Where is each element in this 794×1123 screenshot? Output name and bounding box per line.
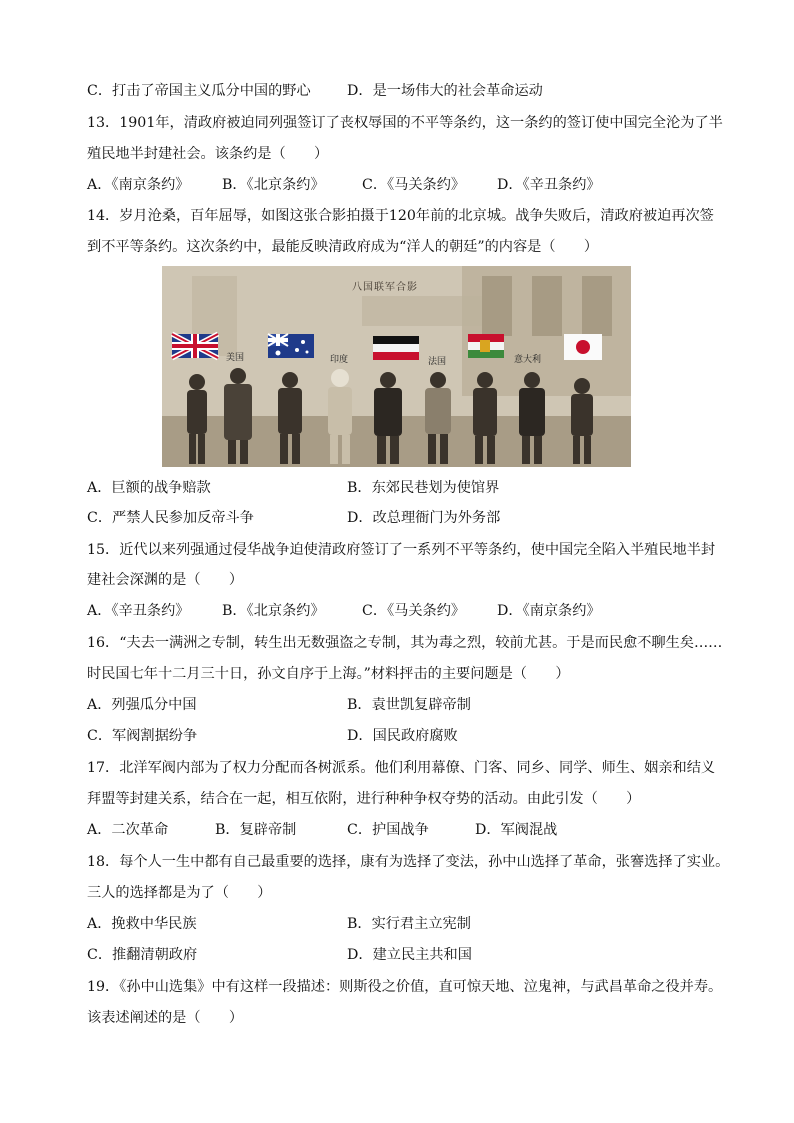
q14-option-b: B．东郊民巷划为使馆界: [347, 480, 500, 496]
q19-stem-line1: 19．《孙中山选集》中有这样一段描述：则斯役之价值，直可惊天地、泣鬼神，与武昌革命之役并寿。: [87, 979, 723, 995]
q15-option-b: B．《北京条约》: [222, 603, 325, 619]
q14-stem-line1: 14．岁月沧桑，百年屈辱，如图这张合影拍摄于120年前的北京城。战争失败后，清政府被迫再次签: [87, 208, 714, 224]
soldier-5: [374, 372, 402, 464]
q15-option-d: D．《南京条约》: [497, 603, 601, 619]
soldier-3: [278, 372, 302, 464]
soldier-1: [187, 374, 207, 464]
q16-option-b: B．袁世凯复辟帝制: [347, 697, 471, 713]
q13-option-b: B．《北京条约》: [222, 177, 325, 193]
q18-option-b: B．实行君主立宪制: [347, 916, 471, 932]
q14-option-a: A．巨额的战争赔款: [87, 480, 211, 496]
q13-stem-line2: 殖民地半封建社会。该条约是（ ）: [87, 146, 329, 162]
q17-option-c: C．护国战争: [347, 822, 429, 838]
q18-stem-line2: 三人的选择都是为了（ ）: [87, 885, 272, 901]
soldier-4: [328, 369, 352, 464]
q17-stem-line2: 拜盟等封建关系，结合在一起，相互依附，进行种种争权夺势的活动。由此引发（ ）: [87, 791, 641, 807]
q15-stem-line2: 建社会深渊的是（ ）: [87, 572, 244, 588]
eight-nation-alliance-photo: [162, 266, 631, 467]
flag-label-india: 印度: [330, 355, 349, 365]
q16-option-c: C．军阀割据纷争: [87, 728, 198, 744]
q17-option-a: A．二次革命: [87, 822, 169, 838]
q14-option-d: D．改总理衙门为外务部: [347, 510, 501, 526]
q15-option-c: C．《马关条约》: [362, 603, 466, 619]
q14-option-c: C．严禁人民参加反帝斗争: [87, 510, 254, 526]
q15-option-a: A．《辛丑条约》: [87, 603, 190, 619]
q13-option-a: A．《南京条约》: [87, 177, 190, 193]
q18-option-c: C．推翻清朝政府: [87, 947, 198, 963]
q14-stem-line2: 到不平等条约。这次条约中，最能反映清政府成为“洋人的朝廷”的内容是（ ）: [87, 239, 599, 255]
q18-stem-line1: 18．每个人一生中都有自己最重要的选择，康有为选择了变法，孙中山选择了革命，张謇选择了实业。: [87, 854, 730, 870]
q17-option-d: D．军阀混战: [475, 822, 558, 838]
q16-option-a: A．列强瓜分中国: [87, 697, 197, 713]
q12-option-c: C．打击了帝国主义瓜分中国的野心: [87, 83, 311, 99]
soldier-6: [425, 372, 451, 464]
soldiers-group: [162, 266, 631, 467]
flag-label-usa: 美国: [226, 353, 245, 363]
soldier-8: [519, 372, 545, 464]
q16-option-d: D．国民政府腐败: [347, 728, 458, 744]
q18-option-a: A．挽救中华民族: [87, 916, 197, 932]
photo-caption: 八国联军合影: [352, 282, 418, 293]
soldier-9: [571, 378, 593, 464]
soldier-7: [473, 372, 497, 464]
q18-option-d: D．建立民主共和国: [347, 947, 472, 963]
soldier-2: [224, 368, 252, 464]
q16-stem-line1: 16．“夫去一满洲之专制，转生出无数强盗之专制，其为毒之烈，较前尤甚。于是而民愈不聊生矣……: [87, 635, 723, 651]
flag-label-italy: 意大利: [514, 355, 542, 365]
q12-option-d: D．是一场伟大的社会革命运动: [347, 83, 543, 99]
q17-stem-line1: 17．北洋军阀内部为了权力分配而各树派系。他们利用幕僚、门客、同乡、同学、师生、姻亲和结义: [87, 760, 716, 776]
q15-stem-line1: 15．近代以来列强通过侵华战争迫使清政府签订了一系列不平等条约，使中国完全陷入半殖民地半封: [87, 542, 716, 558]
q13-option-c: C．《马关条约》: [362, 177, 466, 193]
q13-option-d: D．《辛丑条约》: [497, 177, 601, 193]
q16-stem-line2: 时民国七年十二月三十日，孙文自序于上海。”材料抨击的主要问题是（ ）: [87, 666, 570, 682]
flag-label-france: 法国: [428, 357, 447, 367]
q19-stem-line2: 该表述阐述的是（ ）: [87, 1010, 244, 1026]
q17-option-b: B．复辟帝制: [215, 822, 297, 838]
q13-stem-line1: 13．1901年，清政府被迫同列强签订了丧权辱国的不平等条约，这一条约的签订使中国完全沦为了半: [87, 115, 723, 131]
